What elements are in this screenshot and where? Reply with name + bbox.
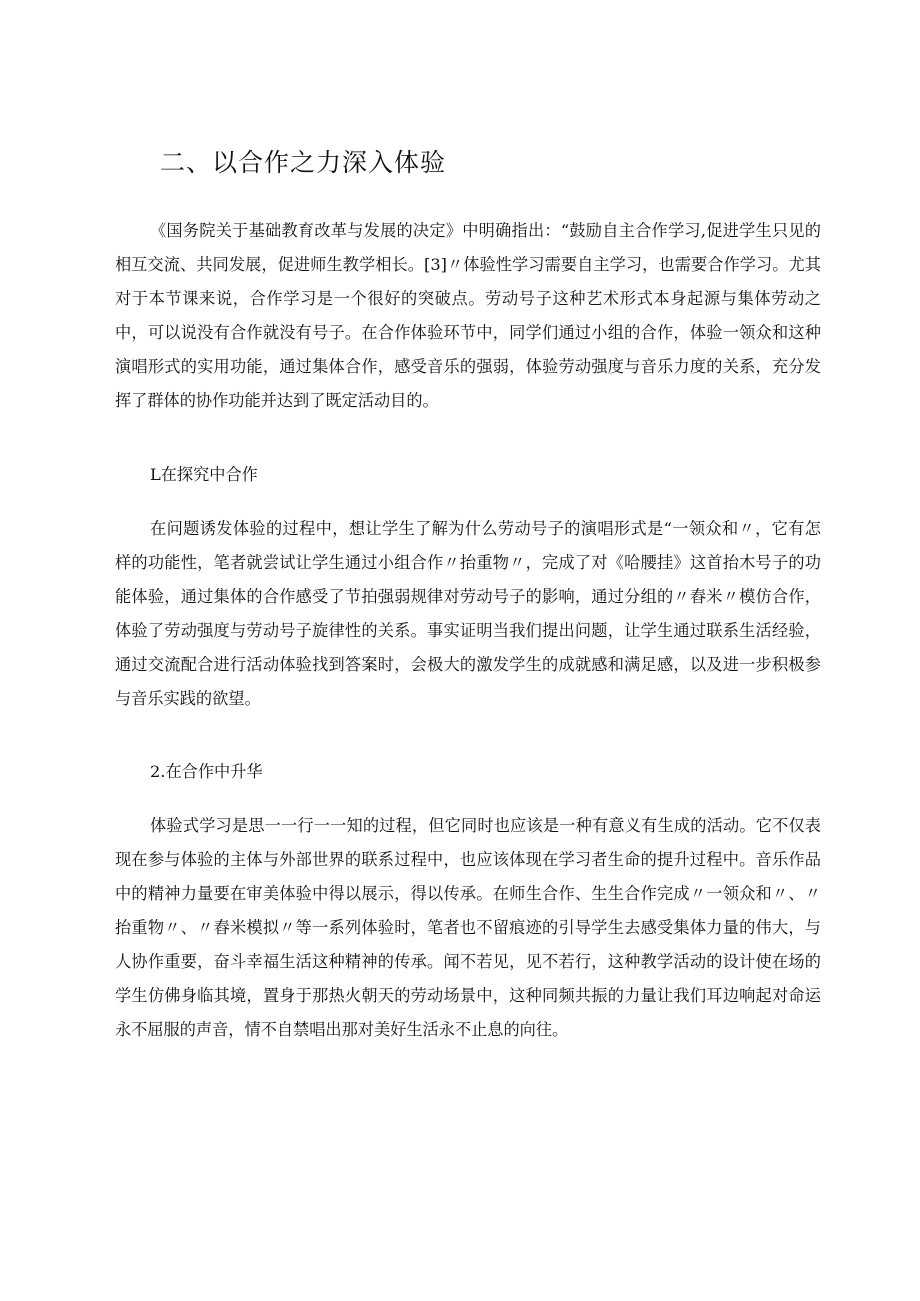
subsection-heading-1: L在探究中合作 [150,465,258,484]
subsection-paragraph-2: 体验式学习是思一一行一一知的过程，但它同时也应该是一种有意义有生成的活动。它不仅表现在参与体验的主体与外部世界的联系过程中，也应该体现在学习者生命的提升过程中。音乐作品中的精神力量要在审美体验中得以展示，得以传承。在师生合作、生生合作完成〃一领众和〃、〃抬重物〃、〃舂米模拟〃等一系列体验时，笔者也不留痕迹的引导学生去感受集体力量的伟大，与人协作重要，奋斗幸福生活这种精神的传承。闻不若见，见不若行，这种教学活动的设计使在场的学生仿佛身临其境，置身于那热火朝天的劳动场景中，这种同频共振的力量让我们耳边响起对命运永不屈服的声音，情不自禁唱出那对美好生活永不止息的向往。 [115,816,821,1039]
subsection-heading-2: 2.在合作中升华 [150,762,263,781]
section-title: 二、以合作之力深入体验 [160,148,447,177]
intro-paragraph: 《国务院关于基础教育改革与发展的决定》中明确指出：“鼓励自主合作学习,促进学生只见的相互交流、共同发展，促进师生教学相长。[3]〃体验性学习需要自主学习，也需要合作学习。尤其对于本节课来说，合作学习是一个很好的突破点。劳动号子这种艺术形式本身起源与集体劳动之中，可以说没有合作就没有号子。在合作体验环节中，同学们通过小组的合作，体验一领众和这种演唱形式的实用功能，通过集体合作，感受音乐的强弱，体验劳动强度与音乐力度的关系，充分发挥了群体的协作功能并达到了既定活动目的。 [115,221,821,410]
subsection-paragraph-1: 在问题诱发体验的过程中，想让学生了解为什么劳动号子的演唱形式是“一领众和〃，它有怎样的功能性，笔者就尝试让学生通过小组合作〃抬重物〃，完成了对《哈腰挂》这首抬木号子的功能体验，通过集体的合作感受了节拍强弱规律对劳动号子的影响，通过分组的〃舂米〃模仿合作，体验了劳动强度与劳动号子旋律性的关系。事实证明当我们提出问题，让学生通过联系生活经验，通过交流配合进行活动体验找到答案时，会极大的激发学生的成就感和满足感，以及进一步积极参与音乐实践的欲望。 [115,519,821,708]
